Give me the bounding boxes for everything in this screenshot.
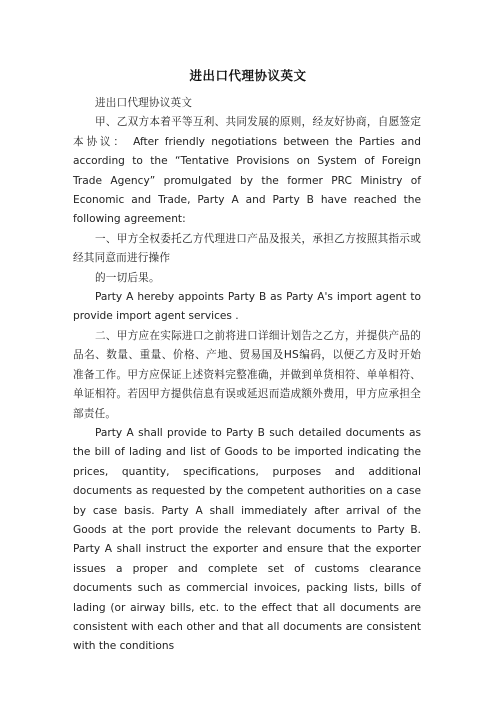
paragraph-clause-2-zh: 二、甲方应在实际进口之前将进口详细计划告之乙方，并提供产品的品名、数量、重量、价格、产地、贸易国及HS编码，以便乙方及时开始准备工作。甲方应保证上述资料完整准确，并做到单货相符、单单相符、单证相符。若因甲方提供信息有误或延迟而造成额外费用，甲方应承担全部责任。 [73,329,421,420]
paragraph-clause-1-zh-cont: 的一切后果。 [95,271,160,284]
paragraph-preamble: 甲、乙双方本着平等互利、共同发展的原则，经友好协商，自愿签定本协议： After friendly negotiations between the Parties and according to the “Tentative Provisions on System of Foreign Trade Agency” promulgated by the former PRC Ministry of Economic and Trade, Party A and Party B have reached the following agreement: [73,116,421,226]
document-title: 进出口代理协议英文 [189,68,307,83]
paragraph-clause-1-en: Party A hereby appoints Party B as Party A's import agent to provide import agent services . [73,291,421,323]
paragraph-clause-1-zh: 一、甲方全权委托乙方代理进口产品及报关，承担乙方按照其指示或经其同意而进行操作 [73,232,421,265]
paragraph-clause-2-en: Party A shall provide to Party B such detailed documents as the bill of lading and list of Goods to be imported indicating the prices, quantity, specifications, purposes and additional documents as requested by the competent authorities on a case by case basis. Party A shall immediately after arrival of the Goods at the port provide the relevant documents to Party B. Party A shall instruct the exporter and ensure that the exporter issues a proper and complete set of customs clearance documents such as commercial invoices, packing lists, bills of lading (or airway bills, etc. to the effect that all documents are consistent with each other and that all documents are consistent with the conditions [73,426,421,653]
paragraph-subtitle: 进出口代理协议英文 [95,97,193,109]
document-body [73,94,421,657]
